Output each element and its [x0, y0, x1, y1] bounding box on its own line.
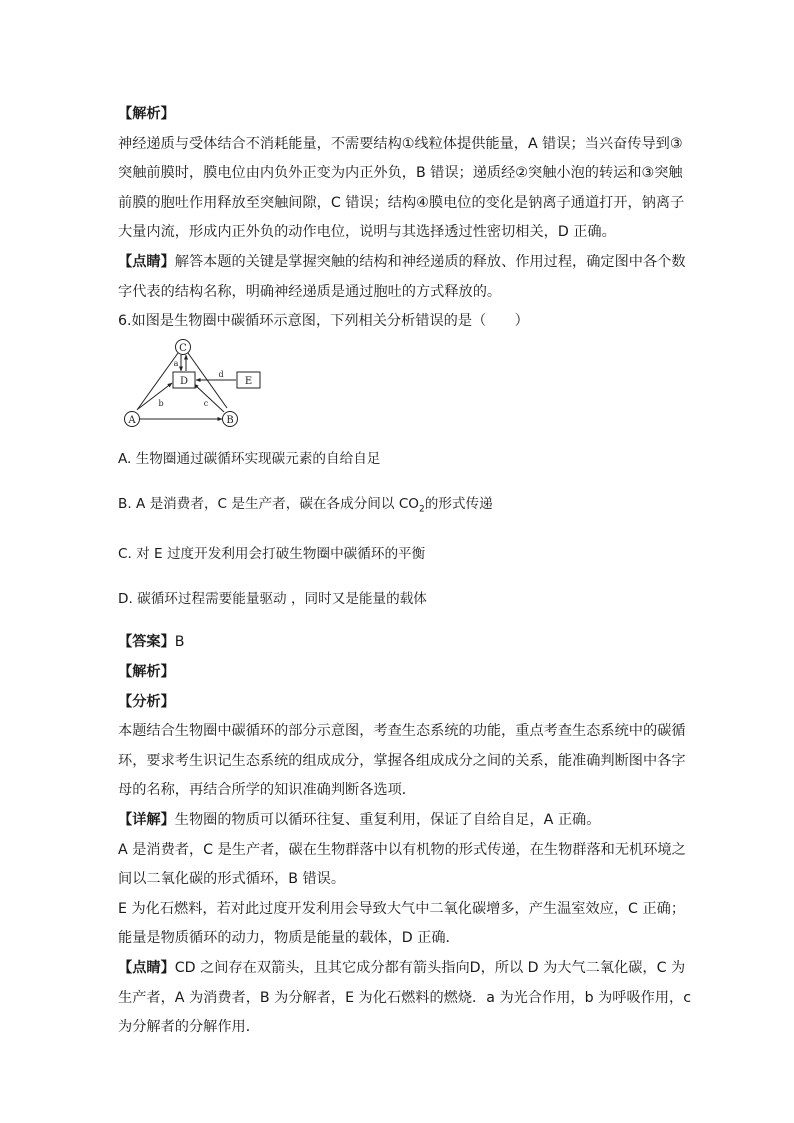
- xiangjie-line-4: E 为化石燃料，若对此过度开发利用会导致大气中二氧化碳增多，产生温室效应，C 正确；: [118, 900, 686, 917]
- section1-dianjing-line-2: 字代表的结构名称，明确神经递质是通过胞吐的方式释放的。: [118, 283, 502, 300]
- option-d: D. 碳循环过程需要能量驱动 ，同时又是能量的载体: [118, 590, 427, 607]
- answer-value: B: [174, 634, 185, 651]
- node-b-label: B: [226, 414, 234, 426]
- section1-jiexi-heading: [118, 100, 678, 130]
- jiexi-heading-text: 【解析】: [118, 106, 175, 122]
- section1-para-line-1: 神经递质与受体结合不消耗能量，不需要结构①线粒体提供能量，A 错误；当兴奋传导到③: [118, 135, 683, 152]
- option-b: [118, 489, 678, 526]
- fenxi-line-3: 母的名称，再结合所学的知识准确判断各选项．: [118, 782, 416, 799]
- option-b-pre: B. A 是消费者，C 是生产者，碳在各成分间以 CO: [118, 495, 420, 512]
- edge-label-c: c: [203, 398, 209, 408]
- analysis-dianjing-heading: 【点睛】: [118, 959, 175, 976]
- node-d-label: D: [179, 375, 189, 387]
- xiangjie-line-5: 能量是物质循环的动力，物质是能量的载体，D 正确．: [118, 930, 460, 947]
- analysis-dianjing-line-2: 生产者，A 为消费者，B 为分解者，E 为化石燃料的燃烧．a 为光合作用，b 为呼吸作用，c: [118, 989, 692, 1006]
- edge-label-b: b: [158, 398, 164, 408]
- xiangjie-line-3: 间以二氧化碳的形式循环，B 错误。: [118, 871, 346, 888]
- document-page: [118, 100, 692, 1043]
- section1-para-line-2: 突触前膜时，膜电位由内负外正变为内正外负，B 错误；递质经②突触小泡的转运和③突触: [118, 165, 683, 182]
- analysis-dianjing-line-3: 为分解者的分解作用．: [118, 1019, 260, 1036]
- dianjing-text-1: 解答本题的关键是掌握突触的结构和神经递质的释放、作用过程，确定图中各个数: [174, 253, 686, 270]
- option-c: C. 对 E 过度开发利用会打破生物圈中碳循环的平衡: [118, 546, 426, 563]
- edge-a-d: [138, 383, 172, 409]
- answer-line: [118, 628, 678, 658]
- section1-para-line-3: 前膜的胞吐作用释放至突触间隙，C 错误；结构④膜电位的变化是钠离子通道打开，钠离子: [118, 194, 685, 211]
- node-c-label: C: [179, 342, 187, 354]
- xiangjie-first: 生物圈的物质可以循环往复、重复利用，保证了自给自足，A 正确。: [174, 812, 601, 828]
- node-e-label: E: [244, 375, 253, 387]
- section1-para-line-4: 大量内流，形成内正外负的动作电位，说明与其选择透过性密切相关，D 正确。: [118, 224, 616, 241]
- analysis-dianjing-first: CD 之间存在双箭头，且其它成分都有箭头指向D，所以 D 为大气二氧化碳，C 为: [174, 959, 686, 976]
- question-stem: 6.如图是生物圈中碳循环示意图，下列相关分析错误的是（ ）: [118, 313, 529, 330]
- carbon-cycle-diagram: [120, 339, 280, 431]
- xiangjie-line-2: A 是消费者，C 是生产者，碳在生物群落中以有机物的形式传递，在生物群落和无机环境之: [118, 841, 686, 858]
- analysis-jiexi-heading-text: 【解析】: [118, 664, 175, 681]
- analysis-jiexi-heading: [118, 658, 678, 688]
- option-a: A. 生物圈通过碳循环实现碳元素的自给自足: [118, 451, 381, 468]
- fenxi-line-1: 本题结合生物圈中碳循环的部分示意图，考查生态系统的功能，重点考查生态系统中的碳循: [118, 723, 686, 740]
- option-b-post: 的形式传递: [424, 495, 493, 512]
- analysis-fenxi-heading: [118, 688, 678, 718]
- dianjing-heading: 【点睛】: [118, 253, 175, 270]
- edge-label-a: a: [173, 358, 179, 368]
- option-b-sub: 2: [419, 504, 425, 515]
- xiangjie-line-1: [118, 806, 678, 836]
- section1-dianjing-line-1: [118, 248, 686, 278]
- analysis-fenxi-heading-text: 【分析】: [118, 693, 175, 710]
- fenxi-line-2: 环，要求考生识记生态系统的组成成分，掌握各组成成分之间的关系，能准确判断图中各字: [118, 752, 686, 769]
- xiangjie-heading: 【详解】: [118, 812, 175, 828]
- node-a-label: A: [128, 414, 136, 426]
- edge-label-d: d: [218, 369, 224, 379]
- answer-heading: 【答案】: [118, 634, 175, 651]
- analysis-dianjing-line-1: [118, 954, 686, 984]
